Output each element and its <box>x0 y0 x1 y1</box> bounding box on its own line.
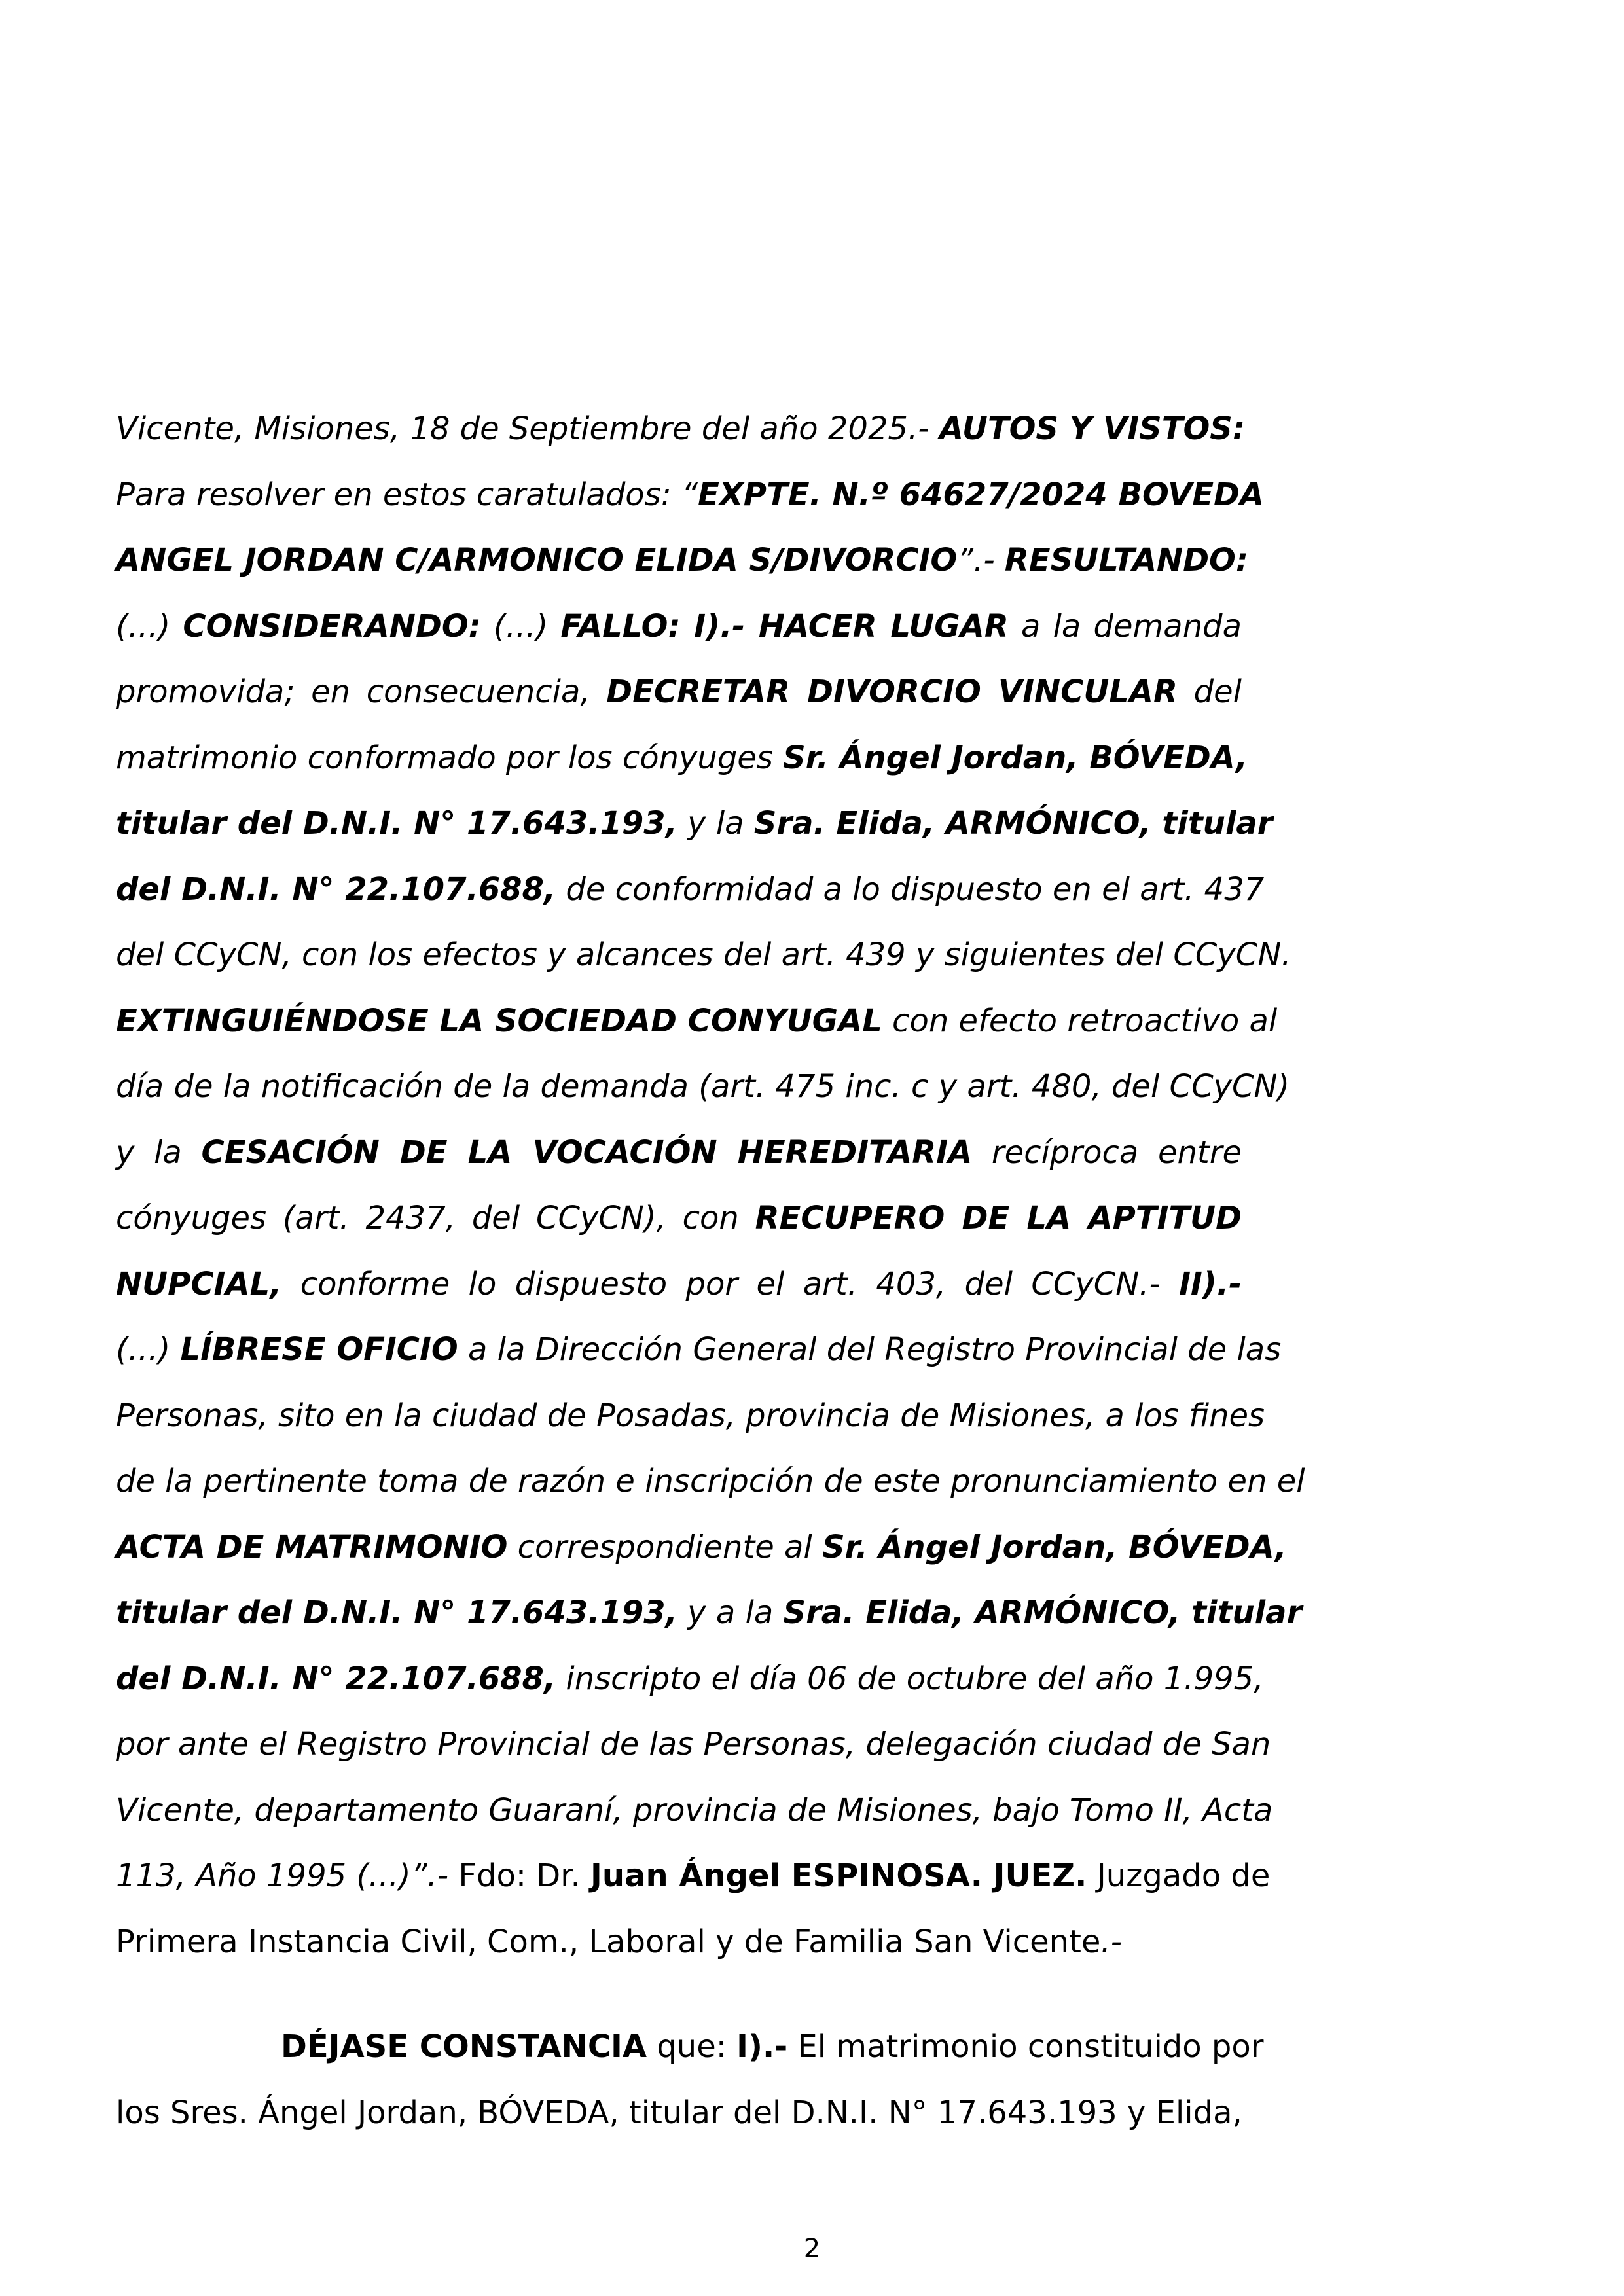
text-segment: AUTOS Y VISTOS: <box>939 410 1246 447</box>
text-segment: ANGEL JORDAN C/ARMONICO ELIDA S/DIVORCIO <box>116 542 958 579</box>
text-line <box>116 462 1265 528</box>
text-segment: (...) <box>480 607 561 645</box>
text-segment: FALLO: I).- HACER LUGAR <box>560 607 1009 645</box>
text-line <box>116 791 1273 857</box>
text-segment: (...) <box>116 1331 181 1368</box>
text-segment: DECRETAR DIVORCIO VINCULAR <box>606 673 1178 710</box>
text-line <box>116 659 1242 725</box>
text-segment: de la pertinente toma de razón e inscripción de este pronunciamiento en el <box>116 1463 1305 1499</box>
text-segment: ACTA DE MATRIMONIO <box>116 1528 508 1566</box>
text-line <box>116 1317 1282 1383</box>
text-segment: Juzgado de <box>1087 1857 1271 1894</box>
text-segment: Sra. Elida, ARMÓNICO, titular <box>753 805 1273 842</box>
text-segment: conforme lo dispuesto por el art. 403, del CCyCN.- <box>281 1265 1180 1302</box>
text-segment: los Sres. Ángel Jordan, BÓVEDA, titular del D.N.I. N° 17.643.193 y Elida, <box>116 2094 1242 2131</box>
text-segment: del D.N.I. N° 22.107.688, <box>116 1660 556 1697</box>
text-segment: RESULTANDO: <box>1004 542 1249 579</box>
text-line <box>116 1383 1265 1449</box>
text-segment: II).- <box>1179 1265 1242 1302</box>
text-segment: titular del D.N.I. N° 17.643.193, <box>116 1594 677 1631</box>
text-segment: Sra. Elida, ARMÓNICO, titular <box>783 1594 1303 1631</box>
text-line <box>116 1712 1271 1778</box>
text-segment: titular del D.N.I. N° 17.643.193, <box>116 805 677 842</box>
text-line <box>116 1778 1273 1844</box>
text-segment: ”.- <box>957 542 1005 579</box>
text-line <box>116 922 1291 988</box>
text-line <box>116 594 1242 660</box>
text-line <box>116 396 1246 462</box>
document-body <box>116 396 1305 2145</box>
text-segment: inscripto el día 06 de octubre del año 1.995, <box>556 1660 1264 1697</box>
text-segment: del CCyCN, con los efectos y alcances del art. 439 y siguientes del CCyCN. <box>116 937 1291 973</box>
text-line <box>116 857 1265 923</box>
text-segment: EXTINGUIÉNDOSE LA SOCIEDAD CONYUGAL <box>116 1002 882 1039</box>
text-segment: Para resolver en estos caratulados: “ <box>116 476 698 513</box>
text-segment: EXPTE. N.º 64627/2024 BOVEDA <box>697 476 1265 513</box>
text-segment: Primera Instancia Civil, Com., Laboral y de Familia San Vicente <box>116 1923 1101 1960</box>
text-line <box>116 1515 1287 1581</box>
text-line <box>116 988 1278 1054</box>
text-segment: que: <box>647 2028 737 2065</box>
text-segment: y la <box>677 805 754 842</box>
text-line <box>116 725 1248 791</box>
text-segment: cónyuges (art. 2437, del CCyCN), con <box>116 1200 755 1236</box>
text-segment: a la Dirección General del Registro Provincial de las <box>458 1331 1282 1368</box>
text-segment: I).- <box>736 2028 788 2065</box>
text-segment: promovida; en consecuencia, <box>116 673 607 710</box>
text-segment: LÍBRESE OFICIO <box>180 1331 458 1368</box>
text-segment: CONSIDERANDO: <box>183 607 481 645</box>
text-segment: y la <box>116 1134 202 1171</box>
text-segment: DÉJASE CONSTANCIA <box>281 2028 647 2065</box>
text-segment: del <box>1178 673 1242 710</box>
text-segment: por ante el Registro Provincial de las Personas, delegación ciudad de San <box>116 1726 1271 1763</box>
text-segment: correspondiente al <box>507 1528 823 1566</box>
text-segment: Sr. Ángel Jordan, BÓVEDA, <box>822 1528 1287 1566</box>
text-segment: 113, Año 1995 (...)”.- <box>116 1857 449 1894</box>
page-number: 2 <box>803 2234 821 2264</box>
text-segment: .- <box>1100 1923 1123 1960</box>
text-line <box>116 2080 1242 2146</box>
text-segment: Vicente, departamento Guaraní, provincia de Misiones, bajo Tomo II, Acta <box>116 1791 1273 1829</box>
text-segment: a la demanda <box>1008 607 1242 645</box>
text-line <box>116 1185 1242 1251</box>
text-segment: con efecto retroactivo al <box>882 1002 1278 1039</box>
text-line <box>116 1843 1271 1909</box>
text-segment: Juan Ángel ESPINOSA. JUEZ. <box>590 1857 1087 1894</box>
text-segment: Vicente, Misiones, 18 de Septiembre del año 2025.- <box>116 410 939 447</box>
text-line <box>116 528 1249 594</box>
text-segment: del D.N.I. N° 22.107.688, <box>116 870 556 908</box>
text-segment: RECUPERO DE LA APTITUD <box>755 1200 1242 1236</box>
text-segment: CESACIÓN DE LA VOCACIÓN HEREDITARIA <box>201 1134 973 1171</box>
text-segment: Personas, sito en la ciudad de Posadas, provincia de Misiones, a los fines <box>116 1397 1265 1434</box>
text-segment: y a la <box>677 1594 784 1631</box>
text-line <box>116 1448 1305 1515</box>
text-line <box>116 2014 1264 2080</box>
text-segment: El matrimonio constituido por <box>787 2028 1264 2065</box>
text-line <box>116 1909 1242 1975</box>
text-segment: recíproca entre <box>972 1134 1242 1171</box>
text-segment: (...) <box>116 607 183 645</box>
text-line <box>116 1646 1264 1712</box>
text-line <box>116 1120 1242 1186</box>
text-segment: NUPCIAL, <box>116 1265 282 1302</box>
text-segment: Sr. Ángel Jordan, BÓVEDA, <box>783 739 1248 776</box>
text-line <box>116 1054 1290 1120</box>
text-segment: matrimonio conformado por los cónyuges <box>116 739 784 776</box>
text-segment: Fdo: Dr. <box>448 1857 591 1894</box>
text-segment: día de la notificación de la demanda (art. 475 inc. c y art. 480, del CCyCN) <box>116 1068 1290 1105</box>
text-line <box>116 1251 1242 1318</box>
text-line <box>116 1580 1303 1646</box>
text-segment: de conformidad a lo dispuesto en el art. 437 <box>556 870 1265 908</box>
